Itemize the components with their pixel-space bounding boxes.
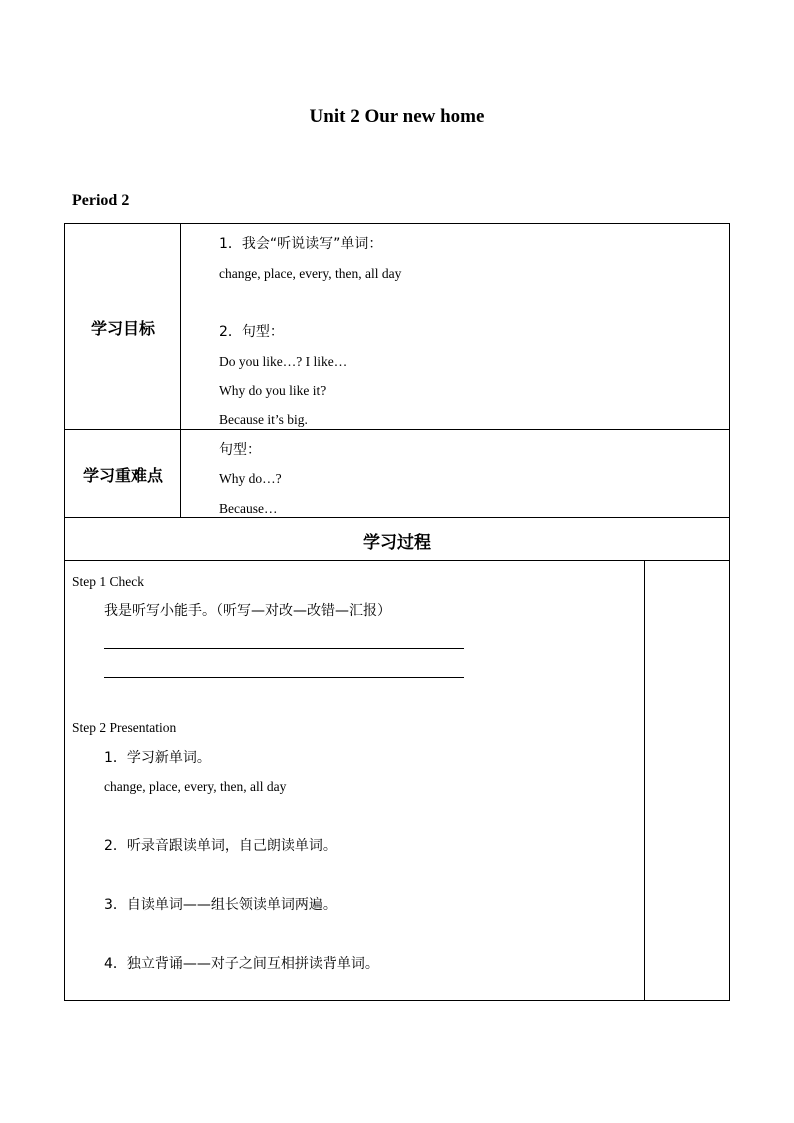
objectives-label: 学习目标 <box>90 319 155 338</box>
keypoints-label: 学习重难点 <box>82 466 163 485</box>
step1-title: Step 1 Check <box>72 574 144 589</box>
keypoints-line1: Why do…? <box>219 471 282 486</box>
process-column-divider <box>644 560 645 1001</box>
table-bottom-border <box>64 1000 730 1001</box>
step2-item3: 3．自读单词——组长领读单词两遍。 <box>104 897 337 913</box>
table-top-border <box>64 223 730 224</box>
step2-item4: 4．独立背诵——对子之间互相拼读背单词。 <box>104 956 379 972</box>
objectives-item1-heading: 1．我会“听说读写”单词： <box>219 236 383 252</box>
row-divider-objectives <box>64 429 730 430</box>
period-label: Period 2 <box>72 192 130 209</box>
row-divider-keypoints <box>64 517 730 518</box>
objectives-item2-line1: Do you like…? I like… <box>219 354 348 369</box>
step1-text: 我是听写小能手。（听写—对改—改错—汇报） <box>104 603 391 619</box>
answer-blank-line-2 <box>104 677 464 678</box>
row-divider-process-header <box>64 560 730 561</box>
process-header: 学习过程 <box>363 533 431 553</box>
step2-title: Step 2 Presentation <box>72 720 177 735</box>
page-title: Unit 2 Our new home <box>309 106 485 127</box>
objectives-item2-line2: Why do you like it? <box>219 383 327 398</box>
objectives-item1-words: change, place, every, then, all day <box>219 266 402 281</box>
keypoints-heading: 句型： <box>219 442 261 458</box>
objectives-item2-heading: 2．句型： <box>219 324 284 340</box>
keypoints-line2: Because… <box>219 501 278 516</box>
answer-blank-line-1 <box>104 648 464 649</box>
step2-item2: 2．听录音跟读单词，自己朗读单词。 <box>104 838 337 854</box>
step2-words: change, place, every, then, all day <box>104 779 287 794</box>
table-right-border <box>729 223 730 1001</box>
table-left-border <box>64 223 65 1001</box>
step2-item1: 1．学习新单词。 <box>104 750 211 766</box>
objectives-item2-line3: Because it’s big. <box>219 412 308 427</box>
